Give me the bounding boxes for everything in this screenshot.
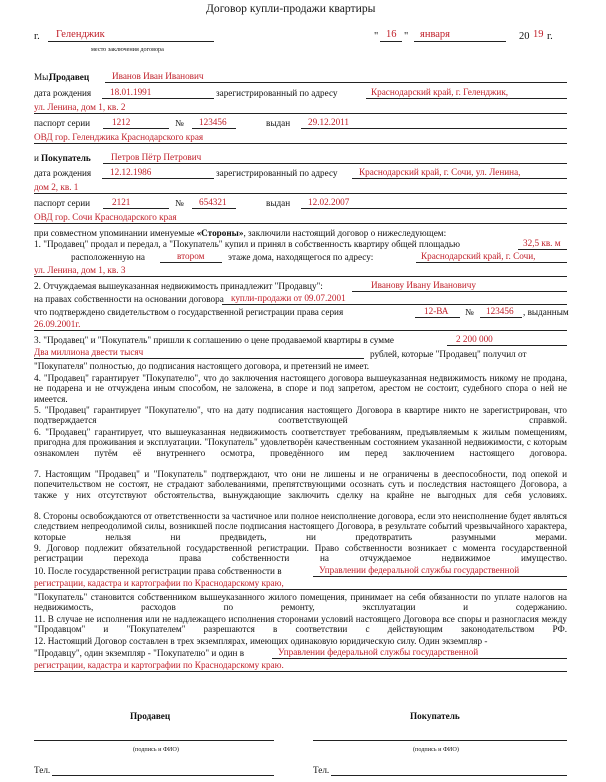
clause-3-line-3: "Покупателя" полностью, до подписания настоящего договора, и претензий не имеет.: [34, 361, 370, 371]
certificate-series[interactable]: 12-ВА: [424, 306, 449, 316]
seller-number-label: №: [175, 118, 184, 128]
date-month[interactable]: января: [420, 29, 451, 40]
certificate-number[interactable]: 123456: [486, 306, 514, 316]
clause-5: 5. "Продавец" гарантирует "Покупателю", что на дату подписания настоящего Договора в квартире никто не зарегистрирован, что подтверждается соответствующей справкой.: [34, 405, 567, 426]
seller-role: Продавец: [49, 72, 90, 82]
seller-issued-label: выдан: [266, 118, 291, 128]
registration-authority-3[interactable]: Управлении федеральной службы государственной: [278, 647, 479, 657]
buyer-address-2[interactable]: дом 2, кв. 1: [34, 182, 79, 192]
clause-2-issued-label: , выданным: [523, 307, 569, 317]
city-value[interactable]: Геленджик: [56, 29, 105, 40]
clause-11: 11. В случае не исполнения или не надлежащего исполнения сторонами условий настоящего Договора все споры и разногласия между "Продавцом" и "Покупателем" разрешаются в соответствии с действующим законодательством РФ.: [34, 614, 567, 635]
buyer-reg-label: зарегистрированный по адресу: [216, 168, 338, 178]
clause-7: 7. Настоящим "Продавец" и "Покупатель" подтверждают, что они не лишены и не ограничены в дееспособности, под опекой и попечительством не состоят, не страдают заболеваниями, препятствующими осознать суть и последствия настоящего Договора, а также у них отсутствуют обстоятельства, вынуждающие заключить сделку на крайне не выгодных для себя условиях.: [34, 469, 567, 500]
seller-phone-line[interactable]: [52, 775, 274, 776]
clause-1-line-1: 1. "Продавец" продал и передал, а "Покупатель" купил и принял в собственность квартиру общей площадью: [34, 239, 460, 249]
buyer-issued-label: выдан: [266, 198, 291, 208]
clause-4: 4. "Продавец" гарантирует "Покупателю", что до заключения настоящего договора вышеуказанная недвижимость никому не продана, не подарена и не отчуждена иным способом, не заложена, в споре и под запретом, арестом не состоит, судебного спора о ней не имеется.: [34, 373, 567, 404]
buyer-role: Покупатель: [41, 153, 91, 163]
clause-10-body: "Покупатель" становится собственником вышеуказанного жилого помещения, принимает на себя обязанности по уплате налогов на недвижимость, расходов по ремонту, эксплуатации и содержанию.: [34, 592, 567, 613]
buyer-address-1[interactable]: Краснодарский край, г. Сочи, ул. Ленина,: [359, 167, 521, 177]
seller-address-2[interactable]: ул. Ленина, дом 1, кв. 2: [34, 102, 126, 112]
buyer-name[interactable]: Петров Пётр Петрович: [111, 152, 202, 162]
intro-we: Мы,: [34, 72, 51, 82]
clause-2-certificate-label: что подтверждено свидетельством о государственной регистрации права серия: [34, 307, 344, 317]
buyer-birth-date[interactable]: 12.12.1986: [110, 167, 152, 177]
buyer-passport-label: паспорт серии: [34, 198, 91, 208]
document-title: Договор купли-продажи квартиры: [206, 2, 376, 15]
seller-passport-series[interactable]: 1212: [112, 117, 131, 127]
ownership-basis[interactable]: купли-продажи от 09.07.2001: [231, 293, 346, 303]
seller-issue-date[interactable]: 29.12.2011: [308, 117, 350, 127]
buyer-signature-label: Покупатель: [410, 711, 460, 721]
registration-authority-2[interactable]: регистрации, кадастра и картографии по Краснодарскому краю,: [34, 578, 284, 588]
clause-2-basis-label: на правах собственности на основании договора: [34, 294, 224, 304]
seller-signature-line[interactable]: [34, 740, 274, 741]
apartment-floor[interactable]: втором: [177, 251, 205, 261]
buyer-signature-caption: (подпись и ФИО): [413, 746, 459, 753]
buyer-issue-date[interactable]: 12.02.2007: [308, 197, 350, 207]
price-digits[interactable]: 2 200 000: [456, 334, 493, 344]
seller-passport-label: паспорт серии: [34, 118, 91, 128]
joint-line: при совместном упоминании именуемые «Стороны», заключили настоящий договор о нижеследующем:: [34, 228, 447, 238]
certificate-number-label: №: [465, 307, 474, 317]
clause-8: 8. Стороны освобождаются от ответственности за частичное или полное неисполнение договора, если это неисполнение будет являться следствием непреодолимой силы, возникшей после подписания настоящего Договора, в результате событий чрезвычайного характера, которые нельзя ни предвидеть, ни предотвратить разумными мерами.: [34, 511, 567, 542]
seller-birth-date[interactable]: 18.01.1991: [110, 87, 152, 97]
buyer-issuer[interactable]: ОВД гор. Сочи Краснодарского края: [34, 212, 177, 222]
seller-issuer[interactable]: ОВД гор. Геленджика Краснодарского края: [34, 132, 204, 142]
clause-3-received-label: рублей, которые "Продавец" получил от: [370, 349, 527, 359]
clause-12-line-1: 12. Настоящий Договор составлен в трех экземплярах, имеющих одинаковую юридическую силу. Один экземпляр -: [34, 636, 488, 646]
date-year-prefix: 20: [519, 31, 530, 42]
clause-12-line-2: "Продавцу", один экземпляр - "Покупателю" и один в: [34, 648, 245, 658]
seller-passport-number[interactable]: 123456: [199, 117, 227, 127]
apartment-address-1[interactable]: Краснодарский край, г. Сочи,: [421, 251, 536, 261]
seller-signature-caption: (подпись и ФИО): [133, 746, 179, 753]
buyer-signature-line[interactable]: [313, 740, 567, 741]
clause-2-line-1: 2. Отчуждаемая вышеуказанная недвижимость принадлежит "Продавцу":: [34, 281, 323, 291]
date-quote-close: ": [404, 31, 409, 42]
clause-1-address-label: этаже дома, находящегося по адресу:: [228, 252, 374, 262]
clause-10-line-1: 10. После государственной регистрации права собственности в: [34, 566, 282, 576]
seller-signature-label: Продавец: [130, 711, 171, 721]
buyer-number-label: №: [175, 198, 184, 208]
city-prefix: г.: [34, 31, 40, 42]
date-quote-open: ": [374, 31, 379, 42]
clause-9: 9. Договор подлежит обязательной государственной регистрации. Право собственности возникает с момента государственной регистрации перехода права собственности на отчуждаемое недвижимое имущество.: [34, 543, 567, 564]
seller-birth-label: дата рождения: [34, 88, 92, 98]
city-caption: место заключения договора: [91, 46, 164, 53]
price-words[interactable]: Два миллиона двести тысяч: [34, 347, 144, 357]
certificate-date[interactable]: 26.09.2001г.: [34, 319, 81, 329]
clause-3-line-1: 3. "Продавец" и "Покупатель" пришли к соглашению о цене продаваемой квартиры в сумме: [34, 335, 394, 345]
date-year-suffix: г.: [547, 31, 553, 42]
seller-phone-label: Тел.: [34, 765, 51, 775]
apartment-area[interactable]: 32,5 кв. м: [523, 238, 561, 248]
intro-and: и: [34, 153, 39, 163]
seller-name[interactable]: Иванов Иван Иванович: [112, 71, 204, 81]
buyer-phone-line[interactable]: [331, 775, 567, 776]
buyer-passport-series[interactable]: 2121: [112, 197, 131, 207]
apartment-address-2[interactable]: ул. Ленина, дом 1, кв. 3: [34, 265, 126, 275]
date-year[interactable]: 19: [533, 29, 544, 40]
registration-authority-4[interactable]: регистрации, кадастра и картографии по Краснодарскому краю.: [34, 660, 284, 670]
seller-reg-label: зарегистрированный по адресу: [216, 88, 338, 98]
seller-dative-name[interactable]: Иванову Ивану Ивановичу: [371, 280, 477, 290]
clause-1-located-label: расположенную на: [71, 252, 145, 262]
clause-6: 6. "Продавец" гарантирует, что вышеуказанная недвижимость соответствует требованиям, предъявляемым к жилым помещениям, пригодна для проживания и эксплуатации. "Покупатель" удовлетворён качественным состоянием указанной недвижимости, с которым ознакомлен путём её внутреннего осмотра, проведённого им перед заключением настоящего договора.: [34, 427, 567, 458]
registration-authority-1[interactable]: Управлении федеральной службы государственной: [319, 565, 520, 575]
buyer-birth-label: дата рождения: [34, 168, 92, 178]
buyer-phone-label: Тел.: [313, 765, 330, 775]
date-day[interactable]: 16: [386, 29, 397, 40]
seller-address-1[interactable]: Краснодарский край, г. Геленджик,: [371, 87, 509, 97]
buyer-passport-number[interactable]: 654321: [199, 197, 227, 207]
